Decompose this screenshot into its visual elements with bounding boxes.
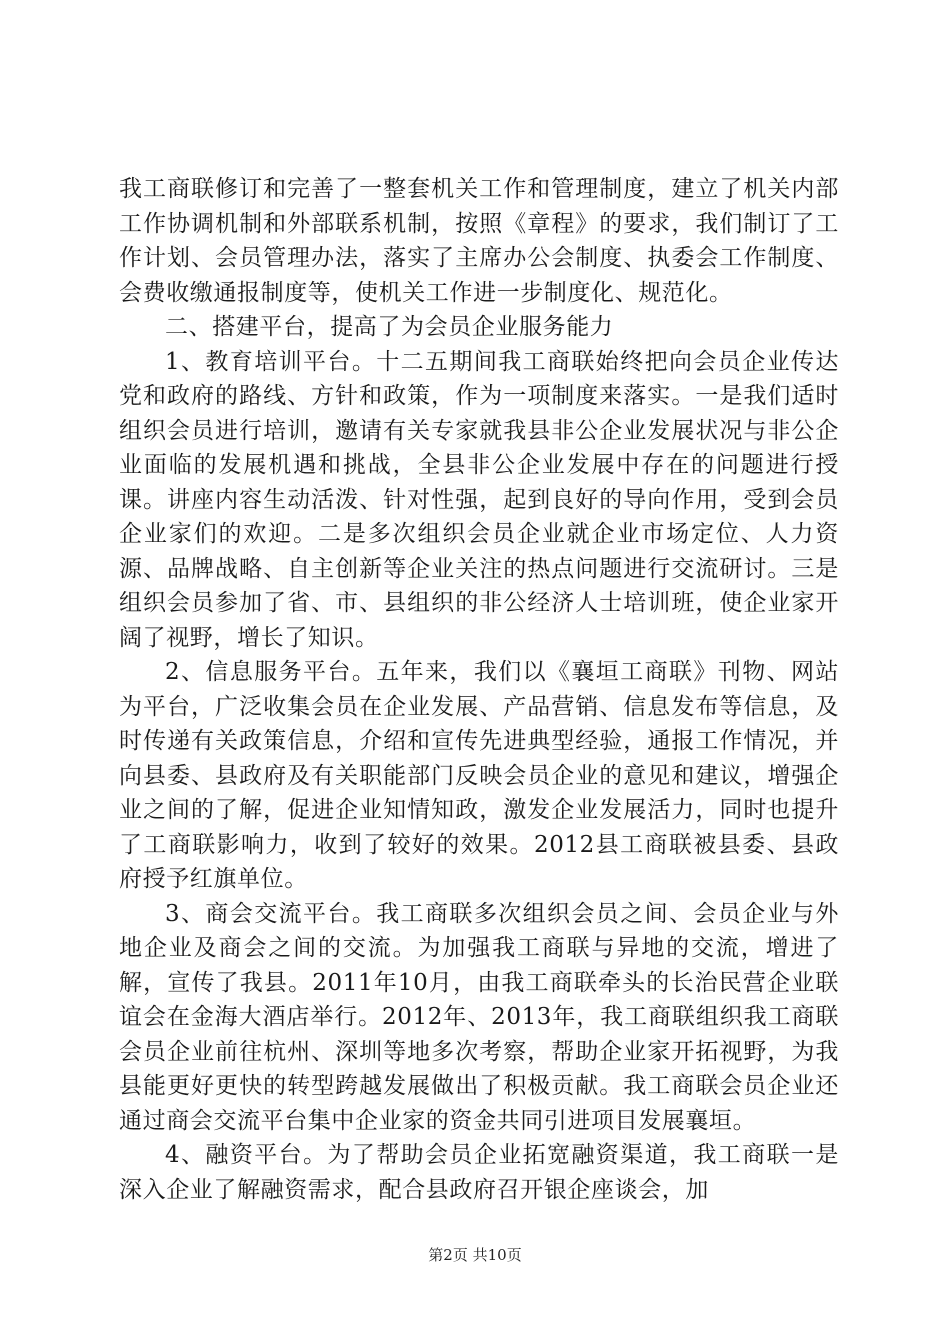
paragraph-information-platform: 2、信息服务平台。五年来，我们以《襄垣工商联》刊物、网站为平台，广泛收集会员在企业发展、产品营销、信息发布等信息，及时传递有关政策信息，介绍和宣传先进典型经验，通报工作情况，并向县委、县政府及有关职能部门反映会员企业的意见和建议，增强企业之间的了解，促进企业知情知政，激发企业发展活力，同时也提升了工商联影响力，收到了较好的效果。2012县工商联被县委、县政府授予红旗单位。	[119, 659, 839, 892]
paragraph-education-platform: 1、教育培训平台。十二五期间我工商联始终把向会员企业传达党和政府的路线、方针和政策，作为一项制度来落实。一是我们适时组织会员进行培训，邀请有关专家就我县非公企业发展状况与非公企业面临的发展机遇和挑战，全县非公企业发展中存在的问题进行授课。讲座内容生动活泼、针对性强，起到良好的导向作用，受到会员企业家们的欢迎。二是多次组织会员企业就企业市场定位、人力资源、品牌战略、自主创新等企业关注的热点问题进行交流研讨。三是组织会员参加了省、市、县组织的非公经济人士培训班，使企业家开阔了视野，增长了知识。	[119, 348, 839, 651]
body-text	[119, 172, 839, 1207]
paragraph-financing-platform: 4、融资平台。为了帮助会员企业拓宽融资渠道，我工商联一是深入企业了解融资需求，配合县政府召开银企座谈会，加	[119, 1142, 839, 1203]
page-number: 第2页 共10页	[428, 1246, 522, 1264]
section-heading: 二、搭建平台，提高了为会员企业服务能力	[165, 314, 614, 340]
paragraph-continuation: 我工商联修订和完善了一整套机关工作和管理制度，建立了机关内部工作协调机制和外部联系机制，按照《章程》的要求，我们制订了工作计划、会员管理办法，落实了主席办公会制度、执委会工作制度、会费收缴通报制度等，使机关工作进一步制度化、规范化。	[119, 176, 839, 306]
page-footer	[0, 1245, 950, 1265]
paragraph-chamber-platform: 3、商会交流平台。我工商联多次组织会员之间、会员企业与外地企业及商会之间的交流。为加强我工商联与异地的交流，增进了解，宣传了我县。2011年10月，由我工商联牵头的长治民营企业联谊会在金海大酒店举行。2012年、2013年，我工商联组织我工商联会员企业前往杭州、深圳等地多次考察，帮助企业家开拓视野，为我县能更好更快的转型跨越发展做出了积极贡献。我工商联会员企业还通过商会交流平台集中企业家的资金共同引进项目发展襄垣。	[119, 900, 839, 1134]
